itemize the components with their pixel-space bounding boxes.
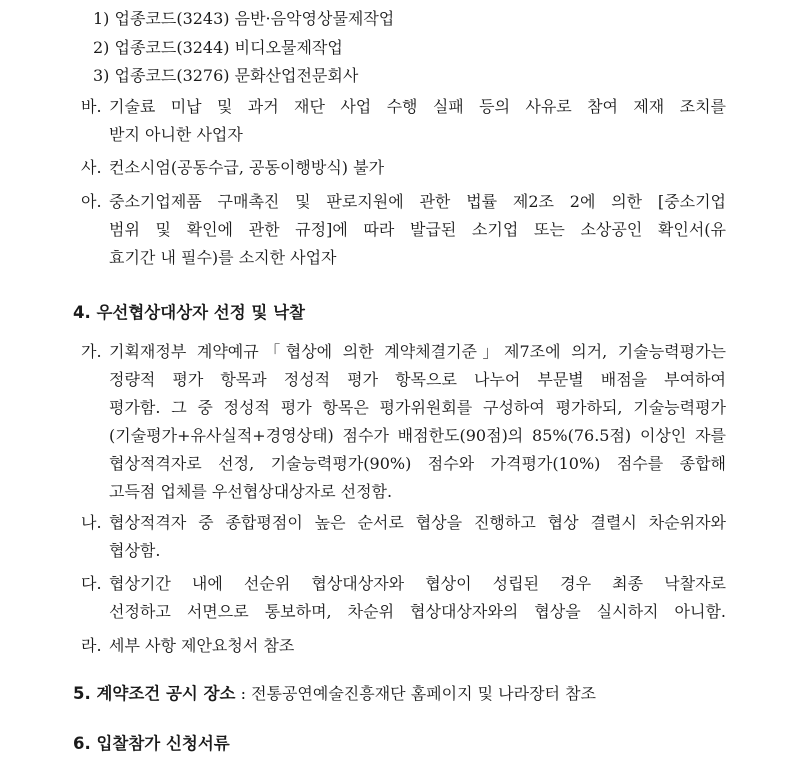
item-na-line-2: 협상함.: [109, 541, 161, 560]
section-6-heading: 6. 입찰참가 신청서류: [73, 734, 230, 753]
item-da-line-1: 협상기간 내에 선순위 협상대상자와 협상이 성립된 경우 최종 낙찰자로: [109, 574, 726, 593]
section-5-heading: [73, 683, 596, 705]
item-a-marker: 아.: [81, 192, 102, 211]
section-5-title: 5. 계약조건 공시 장소: [73, 684, 236, 703]
item-da-line-2: 선정하고 서면으로 통보하며, 차순위 협상대상자와의 협상을 실시하지 아니함.: [109, 602, 726, 621]
item-ga-line-4: (기술평가+유사실적+경영상태) 점수가 배점한도(90점)의 85%(76.5점) 이상인 자를: [109, 426, 726, 445]
item-ra-line-1: 세부 사항 제안요청서 참조: [109, 636, 295, 655]
item-a-line-2: 범위 및 확인에 관한 규정]에 따라 발급된 소기업 또는 소상공인 확인서(유: [109, 220, 726, 239]
sub-item-2: 2) 업종코드(3244) 비디오물제작업: [93, 38, 343, 57]
item-da-marker: 다.: [81, 574, 102, 593]
item-sa-marker: 사.: [81, 158, 102, 177]
item-ga-line-6: 고득점 업체를 우선협상대상자로 선정함.: [109, 482, 393, 501]
section-5-text: 전통공연예술진흥재단 홈페이지 및 나라장터 참조: [251, 684, 596, 703]
item-ba-line-1: 기술료 미납 및 과거 재단 사업 수행 실패 등의 사유로 참여 제재 조치를: [109, 97, 726, 116]
item-ga-line-1: 기획재정부 계약예규「협상에 의한 계약체결기준」제7조에 의거, 기술능력평가는: [109, 342, 726, 361]
section-5-separator: :: [235, 684, 252, 703]
item-sa-line-1: 컨소시엄(공동수급, 공동이행방식) 불가: [109, 158, 385, 177]
item-ga-line-5: 협상적격자로 선정, 기술능력평가(90%) 점수와 가격평가(10%) 점수를 종합해: [109, 454, 726, 473]
item-ga-line-3: 평가함. 그 중 정성적 평가 항목은 평가위원회를 구성하여 평가하되, 기술능력평가: [109, 398, 726, 417]
item-na-marker: 나.: [81, 513, 102, 532]
item-a-line-3: 효기간 내 필수)를 소지한 사업자: [109, 248, 337, 267]
item-ba-marker: 바.: [81, 97, 102, 116]
item-ba-line-2: 받지 아니한 사업자: [109, 125, 243, 144]
item-ga-line-2: 정량적 평가 항목과 정성적 평가 항목으로 나누어 부문별 배점을 부여하여: [109, 370, 726, 389]
item-na-line-1: 협상적격자 중 종합평점이 높은 순서로 협상을 진행하고 협상 결렬시 차순위자와: [109, 513, 726, 532]
item-a-line-1: 중소기업제품 구매촉진 및 판로지원에 관한 법률 제2조 2에 의한 [중소기업: [109, 192, 726, 211]
item-ra-marker: 라.: [81, 636, 102, 655]
sub-item-1: 1) 업종코드(3243) 음반·음악영상물제작업: [93, 9, 395, 28]
item-ga-marker: 가.: [81, 342, 102, 361]
sub-item-3: 3) 업종코드(3276) 문화산업전문회사: [93, 66, 359, 85]
section-4-heading: 4. 우선협상대상자 선정 및 낙찰: [73, 303, 305, 322]
